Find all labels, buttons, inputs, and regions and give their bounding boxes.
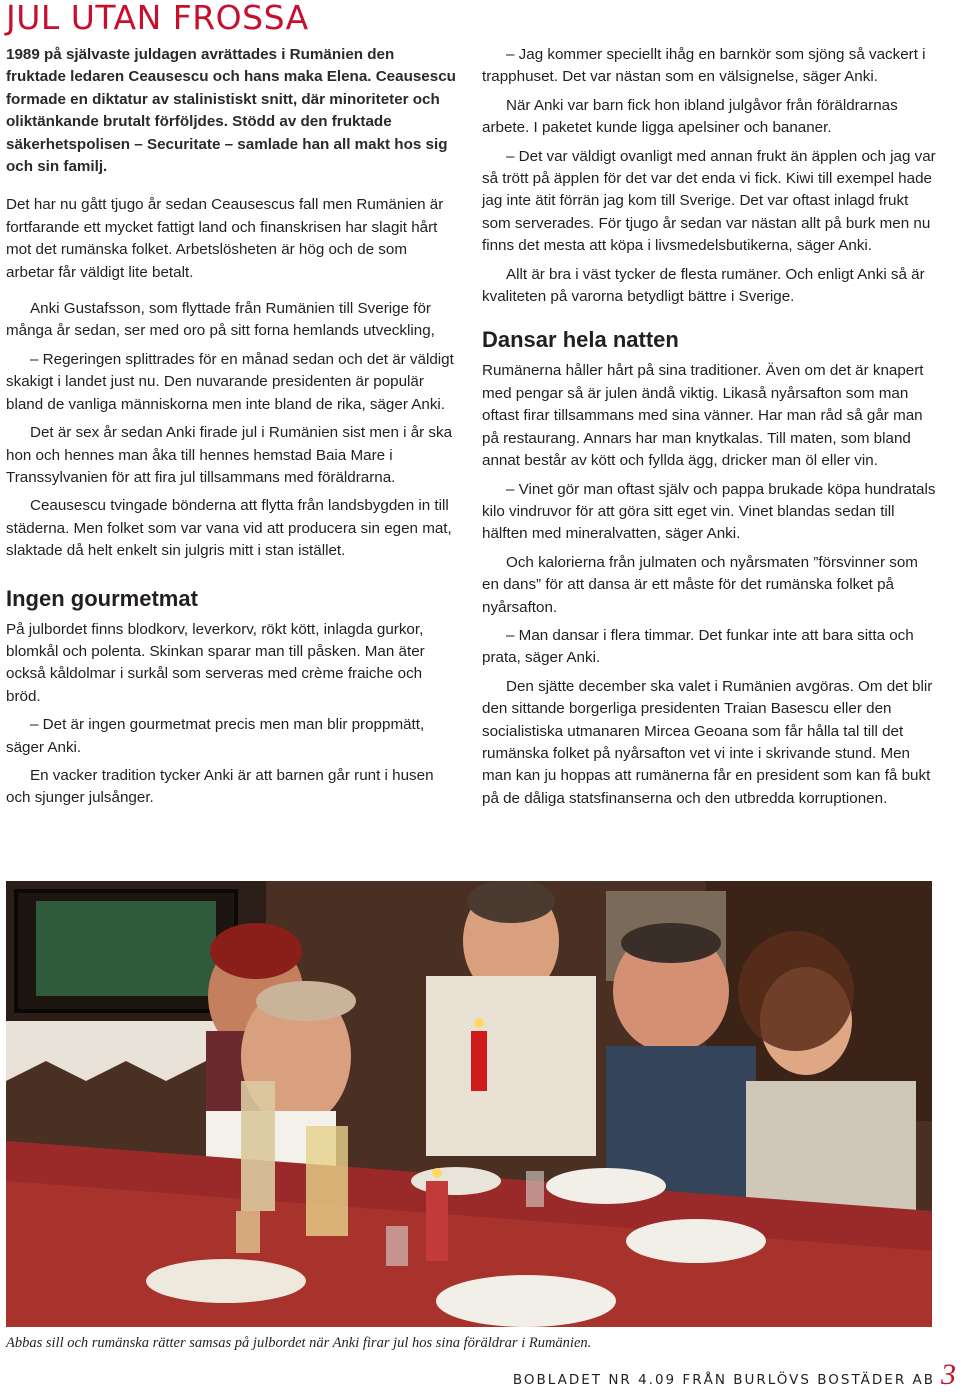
- publication-name: BOBLADET NR 4.09 FRÅN BURLÖVS BOSTÄDER AB: [512, 1372, 935, 1388]
- section-heading-dansar-hela-natten: Dansar hela natten: [482, 327, 679, 353]
- family-dinner-photo: [6, 881, 932, 1327]
- right-column: [482, 44, 938, 816]
- body-paragraph: Det har nu gått tjugo år sedan Ceausescus fall men Rumänien är fortfarande ett mycket fattigt land och finanskrisen har slagit hårt mot det rumänska folket. Arbetslösheten är hög och de som arbetar får väldigt lite betalt.: [6, 196, 444, 281]
- section-heading-ingen-gourmetmat: Ingen gourmetmat: [6, 585, 198, 611]
- body-paragraph: Anki Gustafsson, som flyttade från Rumänien till Sverige för många år sedan, ser med oro på sitt forna hemlands utveckling,: [6, 300, 435, 340]
- body-paragraph: Den sjätte december ska valet i Rumänien avgöras. Om det blir den sittande borgerliga presidenten Traian Basescu eller den socialistiska utmanaren Mircea Geoana som får hålla tal till det rumänska folket på nyårsafton vet vi inte i skrivande stund. Men man kan ju hoppas att rumänerna får en president som kan få bukt på de dåliga statsfinanserna och den utbredda korruptionen.: [482, 677, 933, 807]
- page-footer: [512, 1358, 956, 1391]
- body-paragraph: På julbordet finns blodkorv, leverkorv, rökt kött, inlagda gurkor, blomkål och polenta. Skinkan sparar man till påsken. Man äter också kåldolmar i surkål som serveras med crème fraiche och bröd.: [6, 620, 425, 705]
- body-paragraph: När Anki var barn fick hon ibland julgåvor från föräldrarnas arbete. I paketet kunde ligga apelsiner och bananer.: [482, 96, 898, 137]
- body-paragraph: – Man dansar i flera timmar. Det funkar inte att bara sitta och prata, säger Anki.: [482, 626, 914, 667]
- photo-illustration: [6, 881, 932, 1327]
- body-paragraph: Rumänerna håller hårt på sina traditioner. Även om det är knapert med pengar så är julen ändå viktig. Likaså nyårsafton som man oftast firar tillsammans med sina vänner. Har man råd så går man på restaurang. Annars har man knytkalas. Till maten, som bland annat består av kött och fyllda ägg, dricker man öl eller vin.: [482, 362, 924, 470]
- article-title: JUL UTAN FROSSA: [6, 0, 309, 37]
- body-paragraph: Och kalorierna från julmaten och nyårsmaten ”försvinner som en dans” för att dansa är ett måste för det rumänska folket på nyårsafton.: [482, 553, 918, 616]
- body-paragraph: Det är sex år sedan Anki firade jul i Rumänien sist men i år ska hon och hennes man åka till hennes hemstad Baia Mare i Transsylvanien för att fira jul tillsammans med föräldrarna.: [6, 424, 453, 486]
- body-paragraph: – Det var väldigt ovanligt med annan frukt än äpplen och jag var så trött på äpplen för det var det enda vi fick. Kiwi till exempel hade jag inte ätit förrän jag kom till Sverige. Det var oftast inlagd frukt som serverades. För tjugo år sedan var nästan allt på burk men nu finns det mesta att köpa i livsmedelsbutikerna, säger Anki.: [482, 147, 936, 255]
- body-paragraph: – Vinet gör man oftast själv och pappa brukade köpa hundratals kilo vindruvor för att göra sitt eget vin. Vinet blandas sedan till hälften med mineralvatten, säger Anki.: [482, 480, 936, 543]
- photo-caption: Abbas sill och rumänska rätter samsas på julbordet när Anki firar jul hos sina föräldrar i Rumänien.: [6, 1335, 592, 1351]
- article-lead: 1989 på självaste juldagen avrättades i Rumänien den fruktade ledaren Ceausescu och hans maka Elena. Ceausescu formade en diktatur av stalinistiskt snitt, där minoriteter och oliktänkande brutalt förföljdes. Stödd av den fruktade säkerhetspolisen – Securitate – samlade han all makt hos sig och sin familj.: [6, 46, 456, 176]
- left-column: [6, 44, 458, 816]
- body-paragraph: Allt är bra i väst tycker de flesta rumäner. Och enligt Anki så är kvaliteten på varorna betydligt bättre i Sverige.: [482, 265, 925, 306]
- body-paragraph: – Det är ingen gourmetmat precis men man blir proppmätt, säger Anki.: [6, 716, 425, 756]
- body-paragraph: En vacker tradition tycker Anki är att barnen går runt i husen och sjunger julsånger.: [6, 766, 434, 807]
- page-number: 3: [941, 1358, 956, 1391]
- body-paragraph: – Regeringen splittrades för en månad sedan och det är väldigt skakigt i landet just nu. Den nuvarande presidenten är populär bland de vanliga människorna men inte bland de rika, säger Anki.: [6, 350, 454, 413]
- body-paragraph: Ceausescu tvingade bönderna att flytta från landsbygden in till städerna. Men folket som var vana vid att producera sin egen mat, slaktade då helt enkelt sin julgris mitt i stan istället.: [6, 497, 452, 560]
- body-paragraph: – Jag kommer speciellt ihåg en barnkör som sjöng så vackert i trapphuset. Det var nästan som en välsignelse, säger Anki.: [482, 46, 926, 86]
